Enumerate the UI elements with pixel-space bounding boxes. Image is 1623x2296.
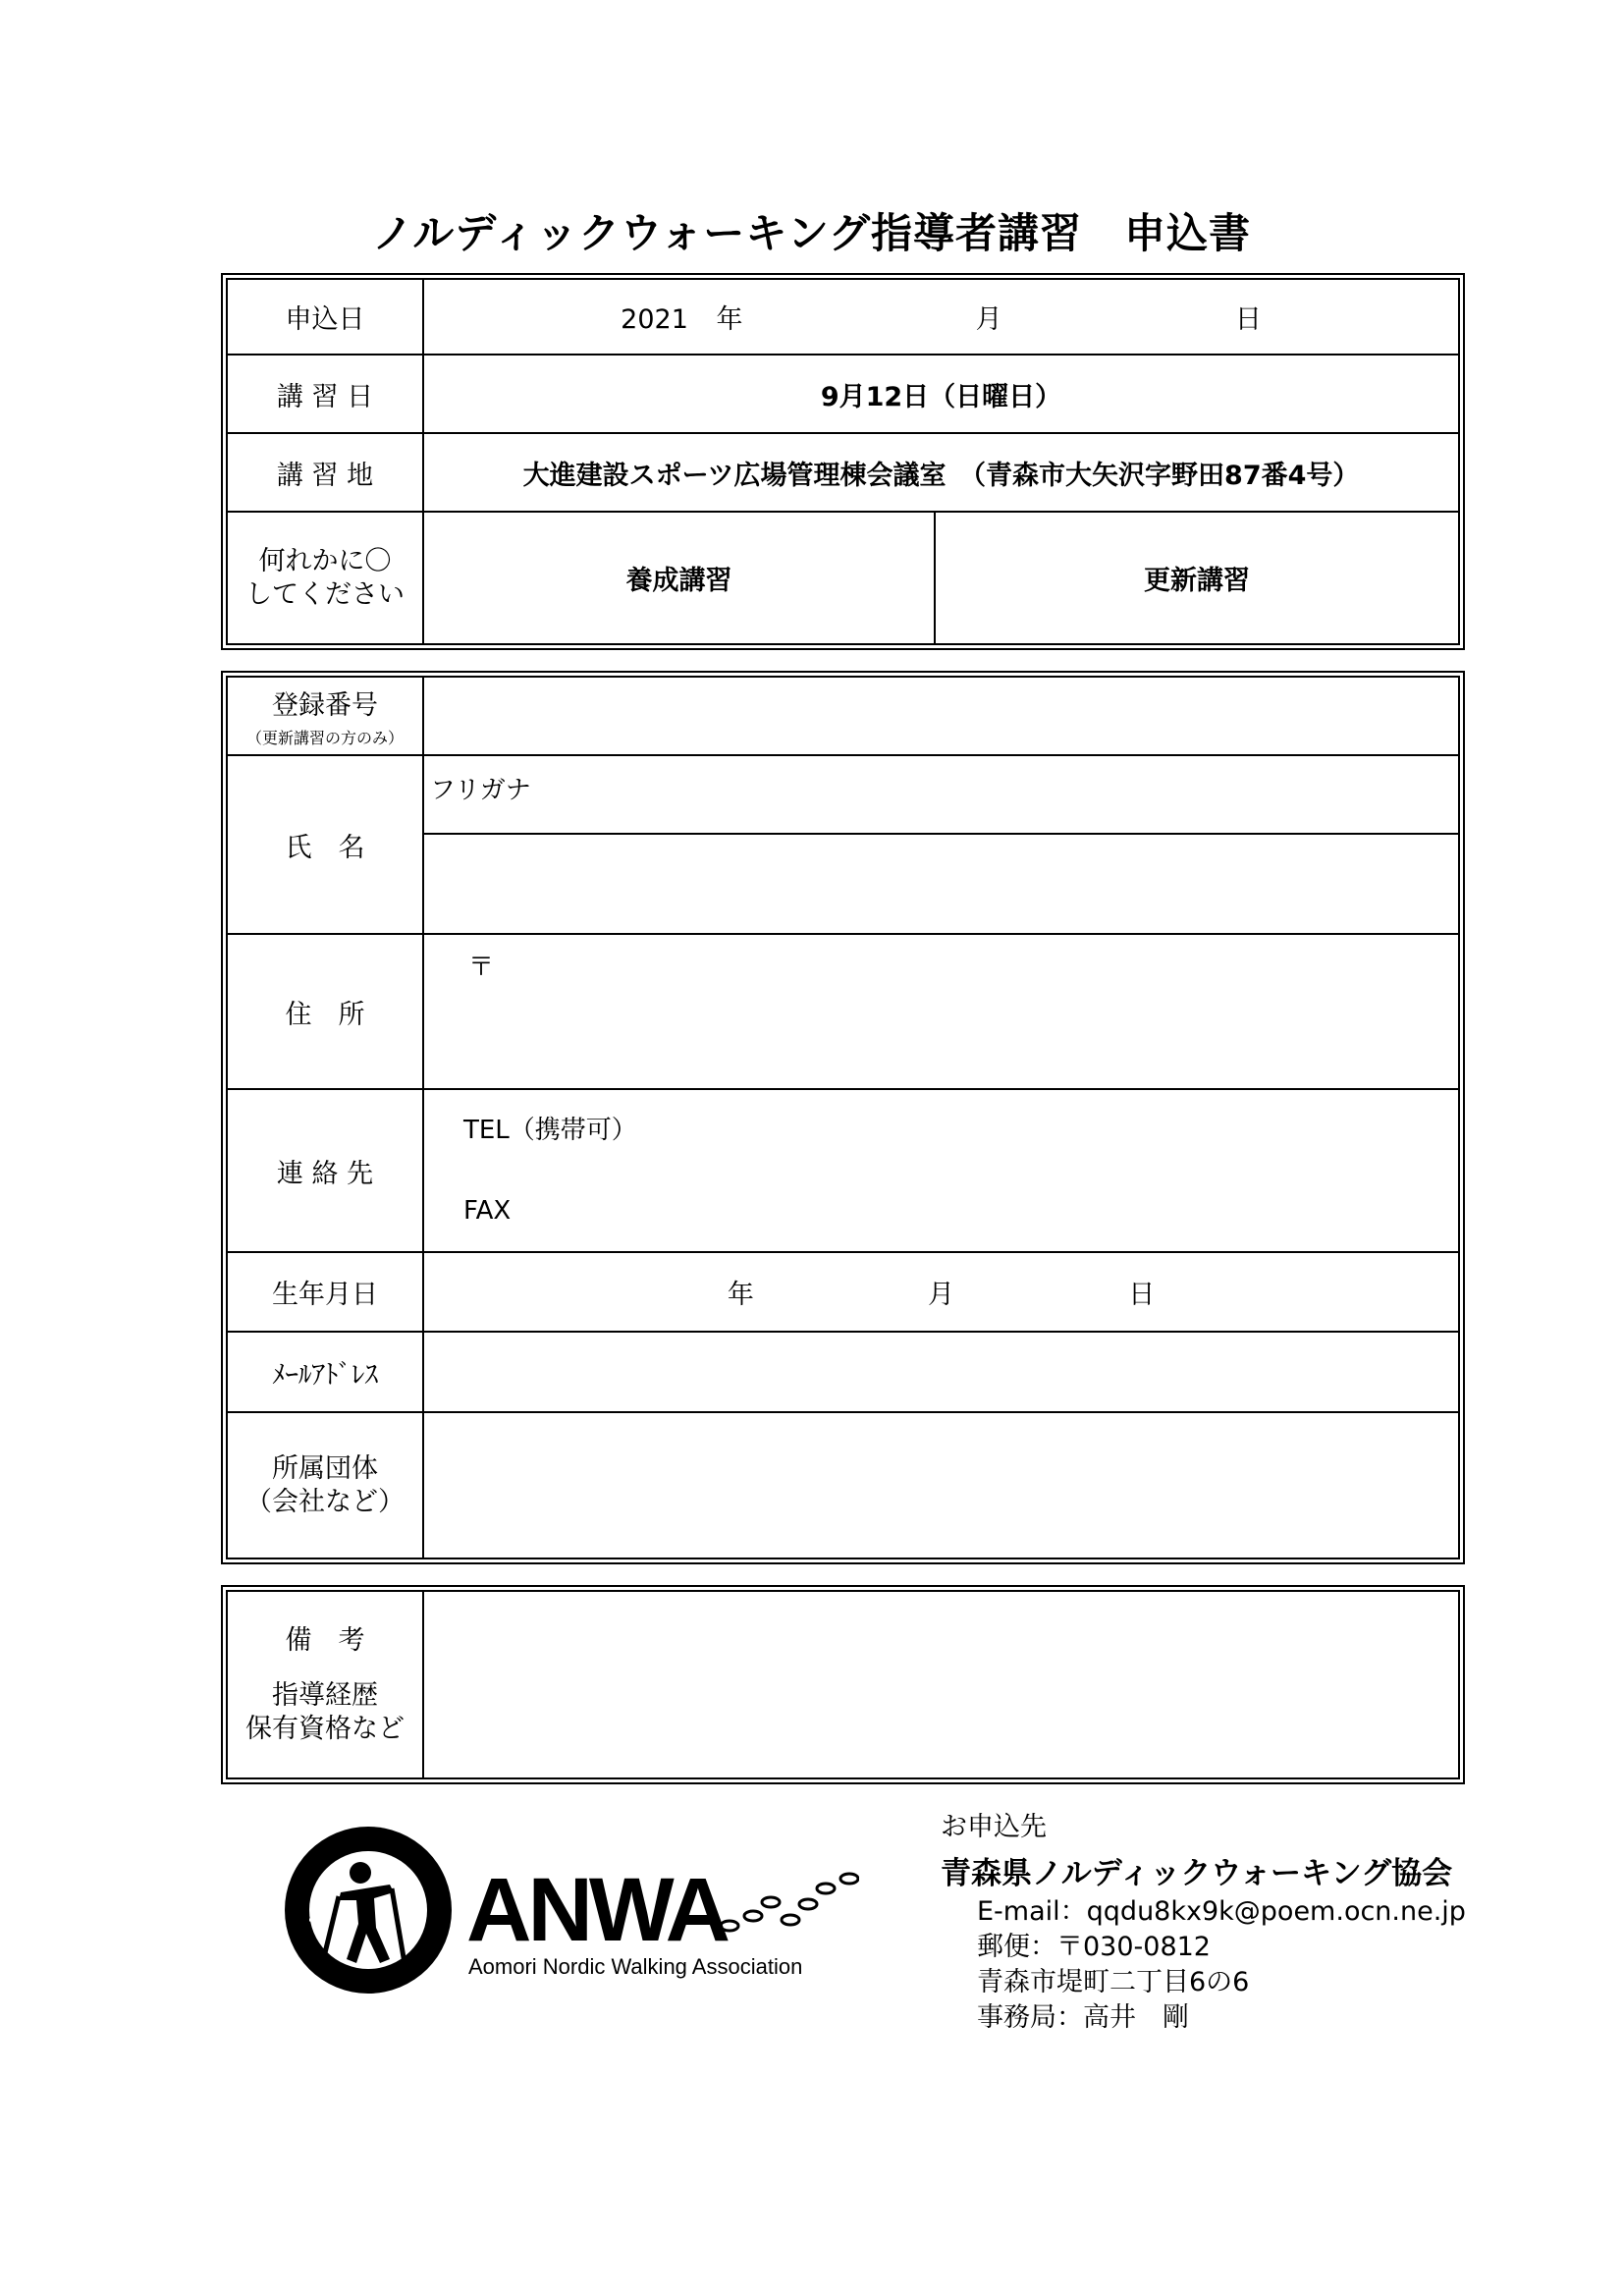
- name-label: 氏 名: [227, 755, 423, 934]
- apply-date-year-unit: 年: [716, 304, 743, 335]
- option-training-course[interactable]: 養成講習: [423, 512, 935, 644]
- remarks-label-line3: 保有資格など: [245, 1713, 405, 1744]
- org-label-line2: （会社など）: [245, 1486, 405, 1517]
- course-place-value: 大進建設スポーツ広場管理棟会議室 （青森市大矢沢字野田87番4号）: [423, 433, 1459, 512]
- apply-date-field[interactable]: [423, 279, 1459, 355]
- course-place-label: 講 習 地: [227, 433, 423, 512]
- contact-email[interactable]: E-mail：qqdu8kx9k@poem.ocn.ne.jp: [977, 1896, 1466, 1927]
- postal-mark: 〒: [468, 953, 495, 982]
- apply-date-month-unit: 月: [975, 304, 1002, 335]
- course-info-table: [221, 273, 1465, 650]
- reg-no-label: [227, 677, 423, 755]
- birth-field[interactable]: [423, 1252, 1459, 1332]
- association-name: 青森県ノルディックウォーキング協会: [941, 1856, 1453, 1891]
- address-field[interactable]: [423, 934, 1459, 1089]
- address-label: 住 所: [227, 934, 423, 1089]
- reg-no-label-text: 登録番号: [272, 690, 378, 721]
- remarks-label-line1: 備 考: [285, 1624, 365, 1656]
- furigana-label: フリガナ: [430, 776, 531, 805]
- anwa-logo: [280, 1822, 859, 1998]
- fax-label: FAX: [463, 1196, 512, 1226]
- org-label: [227, 1412, 423, 1558]
- email-label: ﾒｰﾙｱﾄﾞﾚｽ: [227, 1332, 423, 1412]
- org-field[interactable]: [423, 1412, 1459, 1558]
- remarks-label-line2: 指導経歴: [272, 1679, 378, 1711]
- apply-date-day-unit: 日: [1234, 304, 1262, 335]
- option-renewal-course[interactable]: 更新講習: [935, 512, 1459, 644]
- birth-year-unit: 年: [727, 1280, 754, 1310]
- email-field[interactable]: [423, 1332, 1459, 1412]
- birth-month-unit: 月: [928, 1280, 954, 1310]
- reg-no-note: （更新講習の方のみ）: [245, 729, 404, 747]
- contact-postal: 郵便：〒030-0812: [977, 1932, 1211, 1962]
- org-label-line1: 所属団体: [272, 1452, 378, 1484]
- choice-label-line2: してください: [245, 578, 405, 610]
- contact-label: 連 絡 先: [227, 1089, 423, 1252]
- reg-no-field[interactable]: [423, 677, 1459, 755]
- course-date-label: 講 習 日: [227, 355, 423, 433]
- page-title: ノルディックウォーキング指導者講習 申込書: [371, 209, 1252, 257]
- furigana-field[interactable]: [423, 755, 1459, 834]
- contact-office: 事務局：高井 剛: [977, 2002, 1189, 2033]
- choice-label: [227, 512, 423, 644]
- apply-date-year: 2021: [621, 304, 688, 335]
- name-field[interactable]: [423, 834, 1459, 934]
- choice-label-line1: 何れかに〇: [258, 545, 392, 576]
- anwa-wordmark: ANWA: [466, 1860, 728, 1960]
- remarks-label: [227, 1591, 423, 1778]
- birth-label: 生年月日: [227, 1252, 423, 1332]
- anwa-tagline: Aomori Nordic Walking Association: [468, 1954, 803, 1979]
- applicant-info-table: [221, 671, 1465, 1564]
- remarks-table: [221, 1585, 1465, 1784]
- remarks-field[interactable]: [423, 1591, 1459, 1778]
- birth-day-unit: 日: [1128, 1280, 1156, 1310]
- tel-label: TEL（携帯可）: [463, 1116, 637, 1145]
- course-date-value: 9月12日（日曜日）: [423, 355, 1459, 433]
- contact-address: 青森市堤町二丁目6の6: [977, 1967, 1250, 1997]
- apply-date-label: 申込日: [227, 279, 423, 355]
- apply-to-label: お申込先: [941, 1812, 1047, 1842]
- contact-field[interactable]: [423, 1089, 1459, 1252]
